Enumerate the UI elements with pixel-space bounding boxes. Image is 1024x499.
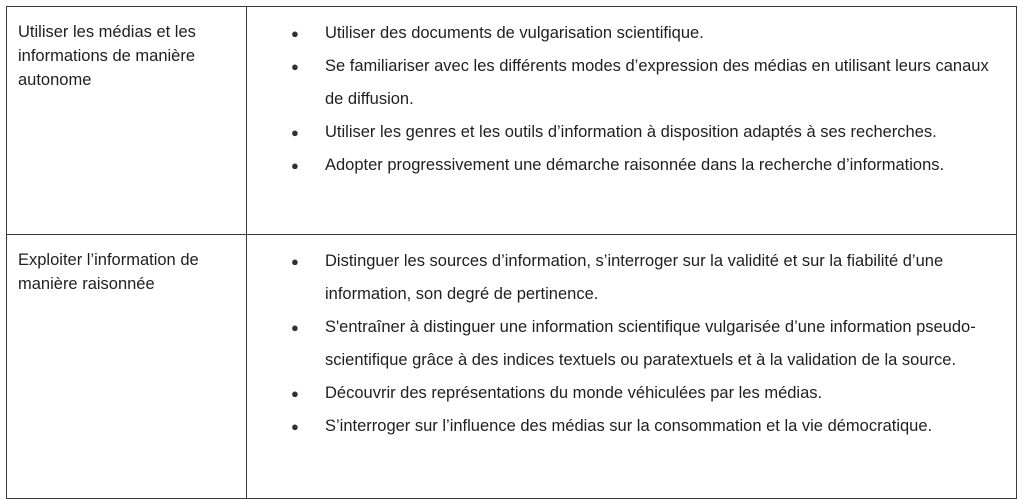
list-item xyxy=(247,311,1004,377)
bullet-icon: ● xyxy=(291,158,299,173)
bullet-icon: ● xyxy=(291,26,299,41)
list-item-text: Découvrir des représentations du monde véhiculées par les médias. xyxy=(325,384,823,402)
bullet-list xyxy=(247,7,1016,190)
competence-label: Exploiter l’information de manière raisonnée xyxy=(7,235,247,499)
list-item-text: S’interroger sur l’influence des médias sur la consommation et la vie démocratique. xyxy=(325,417,933,435)
list-item-text: Utiliser des documents de vulgarisation scientifique. xyxy=(325,24,704,42)
bullet-icon: ● xyxy=(291,386,299,401)
list-item-text: Distinguer les sources d’information, s’interroger sur la validité et sur la fiabilité d’une information, son degré de pertinence. xyxy=(325,252,944,303)
bullet-icon: ● xyxy=(291,125,299,140)
list-item xyxy=(247,50,1004,116)
bullet-icon: ● xyxy=(291,419,299,434)
bullet-icon: ● xyxy=(291,320,299,335)
list-item xyxy=(247,17,1004,50)
bullet-icon: ● xyxy=(291,59,299,74)
items-cell xyxy=(247,235,1017,499)
list-item xyxy=(247,116,1004,149)
bullet-list xyxy=(247,235,1016,451)
list-item-text: Utiliser les genres et les outils d’information à disposition adaptés à ses recherches. xyxy=(325,123,937,141)
list-item-text: Se familiariser avec les différents modes d’expression des médias en utilisant leurs canaux de diffusion. xyxy=(325,57,989,108)
list-item-text: Adopter progressivement une démarche raisonnée dans la recherche d’informations. xyxy=(325,156,945,174)
competences-table xyxy=(6,6,1017,499)
items-cell xyxy=(247,7,1017,235)
list-item-text: S'entraîner à distinguer une information scientifique vulgarisée d’une information pseudo-scientifique grâce à des indices textuels ou paratextuels et à la validation de la source. xyxy=(325,318,976,369)
table-row xyxy=(7,235,1017,499)
list-item xyxy=(247,377,1004,410)
table-row xyxy=(7,7,1017,235)
bullet-icon: ● xyxy=(291,254,299,269)
list-item xyxy=(247,410,1004,443)
competence-label: Utiliser les médias et les informations de manière autonome xyxy=(7,7,247,235)
list-item xyxy=(247,149,1004,182)
list-item xyxy=(247,245,1004,311)
